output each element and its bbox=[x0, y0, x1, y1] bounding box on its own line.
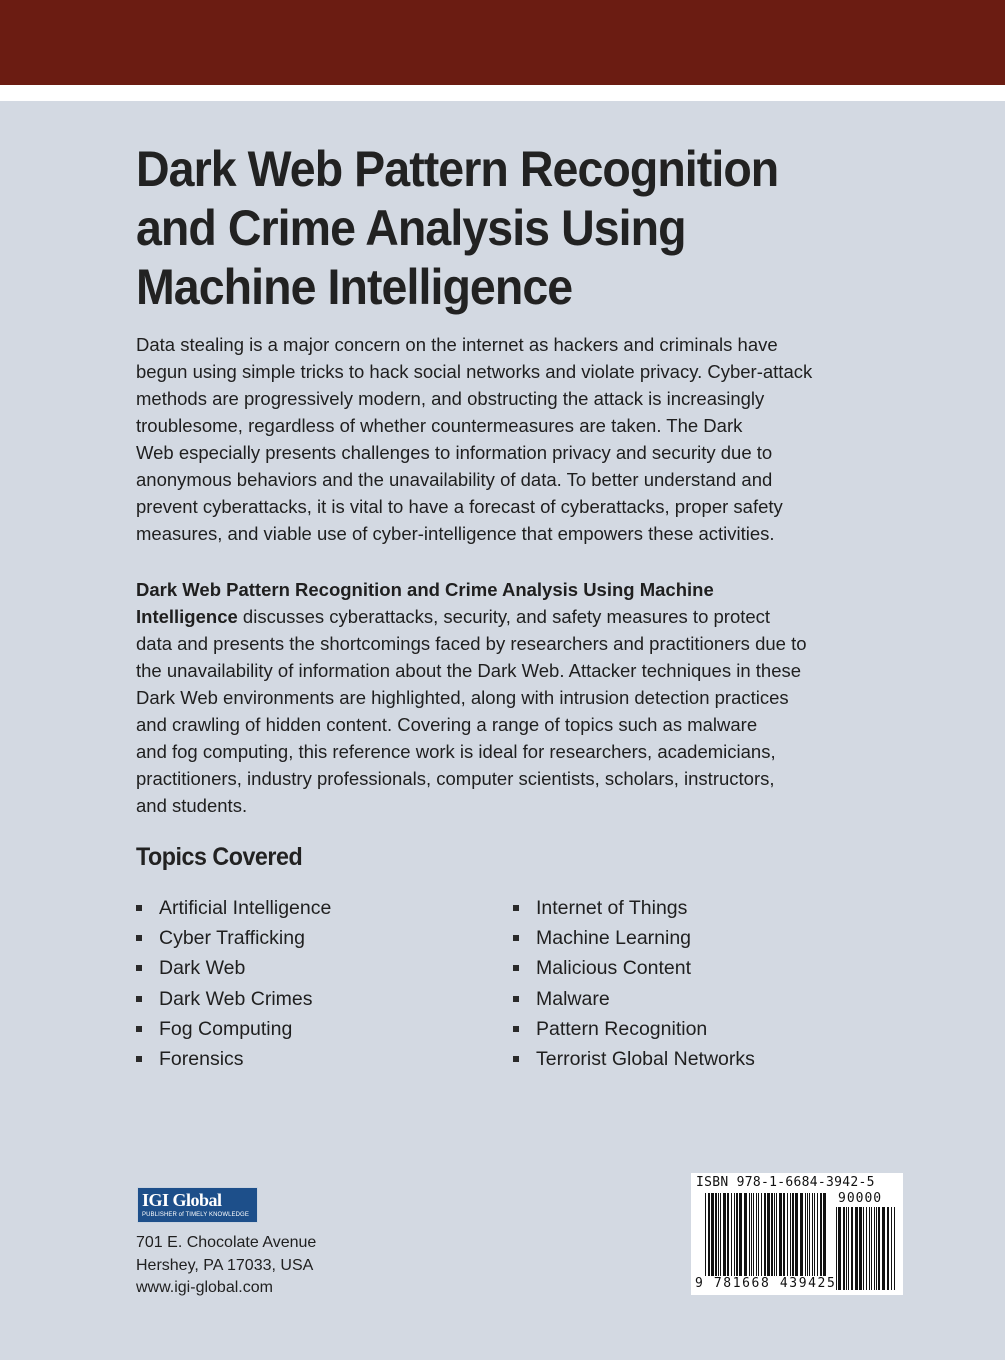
barcode-bar bbox=[882, 1207, 885, 1290]
barcode-bar bbox=[817, 1193, 818, 1276]
barcode-bar bbox=[805, 1193, 806, 1276]
publisher-logo bbox=[137, 1187, 258, 1223]
barcode-bar bbox=[820, 1193, 822, 1276]
barcode-bar bbox=[851, 1207, 853, 1290]
barcode-bar bbox=[761, 1193, 762, 1276]
barcode-bar bbox=[783, 1193, 785, 1276]
barcode-bar bbox=[876, 1207, 877, 1290]
bold-title-part: Intelligence bbox=[136, 606, 238, 627]
text-line: and students. bbox=[136, 795, 248, 816]
barcode-bar bbox=[894, 1207, 895, 1290]
text-line: Data stealing is a major concern on the internet as hackers and criminals have bbox=[136, 334, 778, 355]
topic-item: Artificial Intelligence bbox=[136, 893, 331, 923]
barcode-bar bbox=[711, 1193, 714, 1276]
description-paragraph-2 bbox=[136, 576, 876, 819]
barcode-bar bbox=[812, 1193, 813, 1276]
barcode-bar bbox=[720, 1193, 721, 1276]
barcode-bar bbox=[878, 1207, 880, 1290]
barcode-bar bbox=[727, 1193, 729, 1276]
text-line: begun using simple tricks to hack social networks and violate privacy. Cyber-attack bbox=[136, 361, 813, 382]
top-color-band bbox=[0, 0, 1005, 85]
topic-item: Fog Computing bbox=[136, 1014, 331, 1044]
topic-item: Machine Learning bbox=[513, 923, 755, 953]
text-line: Web especially presents challenges to information privacy and security due to bbox=[136, 442, 773, 463]
topic-item: Forensics bbox=[136, 1044, 331, 1074]
title-line: Machine Intelligence bbox=[136, 259, 573, 315]
topics-list-left bbox=[136, 893, 331, 1074]
barcode-addon-digits: 90000 bbox=[838, 1191, 883, 1206]
barcode-bar bbox=[795, 1193, 798, 1276]
text-line: the unavailability of information about the Dark Web. Attacker techniques in these bbox=[136, 660, 802, 681]
bold-title-part: Dark Web Pattern Recognition and Crime Analysis Using Machine bbox=[136, 579, 714, 600]
description-paragraph-1 bbox=[136, 331, 876, 547]
text-line: practitioners, industry professionals, computer scientists, scholars, instructors, bbox=[136, 768, 775, 789]
isbn-barcode bbox=[691, 1173, 903, 1295]
barcode-bar bbox=[792, 1193, 794, 1276]
barcode-bar bbox=[874, 1207, 875, 1290]
isbn-label: ISBN 978-1-6684-3942-5 bbox=[696, 1175, 875, 1190]
text-line bbox=[136, 603, 876, 630]
text-line: methods are progressively modern, and obstructing the attack is increasingly bbox=[136, 388, 765, 409]
barcode-bar bbox=[753, 1193, 754, 1276]
barcode-bar bbox=[756, 1193, 757, 1276]
text-line: and fog computing, this reference work is ideal for researchers, academicians, bbox=[136, 741, 776, 762]
barcode-bar bbox=[767, 1193, 770, 1276]
barcode-bar bbox=[744, 1193, 747, 1276]
publisher-address bbox=[136, 1232, 316, 1300]
barcode-bar bbox=[731, 1193, 732, 1276]
topic-item: Dark Web Crimes bbox=[136, 984, 331, 1014]
text-line: and crawling of hidden content. Covering a range of topics such as malware bbox=[136, 714, 758, 735]
barcode-bar bbox=[814, 1193, 815, 1276]
barcode-bar bbox=[776, 1193, 777, 1276]
topics-heading: Topics Covered bbox=[136, 843, 303, 871]
barcode-bar bbox=[758, 1193, 759, 1276]
address-line: Hershey, PA 17033, USA bbox=[136, 1256, 314, 1274]
address-line: www.igi-global.com bbox=[136, 1279, 273, 1296]
text-line: troublesome, regardless of whether countermeasures are taken. The Dark bbox=[136, 415, 743, 436]
topic-item: Dark Web bbox=[136, 953, 331, 983]
barcode-bar bbox=[739, 1193, 742, 1276]
barcode-bar bbox=[823, 1193, 826, 1276]
barcode-bar bbox=[807, 1193, 808, 1276]
barcode-bar bbox=[891, 1207, 892, 1290]
topic-item: Internet of Things bbox=[513, 893, 755, 923]
barcode-bar bbox=[787, 1193, 788, 1276]
text-line: measures, and viable use of cyber-intelligence that empowers these activities. bbox=[136, 523, 775, 544]
text-line-rest: discusses cyberattacks, security, and safety measures to protect bbox=[237, 606, 771, 627]
barcode-bar bbox=[705, 1193, 706, 1276]
title-line: Dark Web Pattern Recognition bbox=[136, 141, 779, 197]
topics-list-right bbox=[513, 893, 755, 1074]
book-title bbox=[136, 140, 861, 317]
barcode-bar bbox=[723, 1193, 726, 1276]
logo-tagline: PUBLISHER of TIMELY KNOWLEDGE bbox=[142, 1212, 249, 1218]
title-line: and Crime Analysis Using bbox=[136, 200, 686, 256]
topic-item: Terrorist Global Networks bbox=[513, 1044, 755, 1074]
text-line: prevent cyberattacks, it is vital to have a forecast of cyberattacks, proper safety bbox=[136, 496, 783, 517]
barcode-bar bbox=[838, 1207, 841, 1290]
barcode-bar bbox=[774, 1193, 775, 1276]
barcode-bar bbox=[846, 1207, 847, 1290]
barcode-bar bbox=[736, 1193, 738, 1276]
barcode-bar bbox=[749, 1193, 750, 1276]
topic-item: Malicious Content bbox=[513, 953, 755, 983]
barcode-bar bbox=[863, 1207, 864, 1290]
barcode-bar bbox=[751, 1193, 752, 1276]
topic-item: Pattern Recognition bbox=[513, 1014, 755, 1044]
barcode-bar bbox=[790, 1193, 791, 1276]
topic-item: Cyber Trafficking bbox=[136, 923, 331, 953]
barcode-bar bbox=[843, 1207, 845, 1290]
text-line-bold bbox=[136, 576, 876, 603]
barcode-bar bbox=[809, 1193, 810, 1276]
address-line: 701 E. Chocolate Avenue bbox=[136, 1234, 317, 1251]
barcode-bar bbox=[779, 1193, 782, 1276]
text-line: data and presents the shortcomings faced by researchers and practitioners due to bbox=[136, 633, 807, 654]
barcode-bar bbox=[871, 1207, 872, 1290]
barcode-bar bbox=[764, 1193, 766, 1276]
text-line: Dark Web environments are highlighted, along with intrusion detection practices bbox=[136, 687, 789, 708]
barcode-bar bbox=[859, 1207, 862, 1290]
barcode-bar bbox=[708, 1193, 710, 1276]
barcode-bar bbox=[718, 1193, 719, 1276]
barcode-bar bbox=[771, 1193, 773, 1276]
logo-name: IGI Global bbox=[142, 1190, 222, 1210]
barcode-bar bbox=[855, 1207, 858, 1290]
topic-item: Malware bbox=[513, 984, 755, 1014]
barcode-digits: 9 781668 439425 bbox=[695, 1276, 837, 1291]
barcode-bar bbox=[848, 1207, 849, 1290]
text-line: anonymous behaviors and the unavailability of data. To better understand and bbox=[136, 469, 773, 490]
barcode-bar bbox=[866, 1207, 867, 1290]
barcode-bar bbox=[734, 1193, 735, 1276]
barcode-bar bbox=[887, 1207, 889, 1290]
barcode-bar bbox=[869, 1207, 870, 1290]
barcode-bar bbox=[800, 1193, 803, 1276]
barcode-bar bbox=[715, 1193, 717, 1276]
